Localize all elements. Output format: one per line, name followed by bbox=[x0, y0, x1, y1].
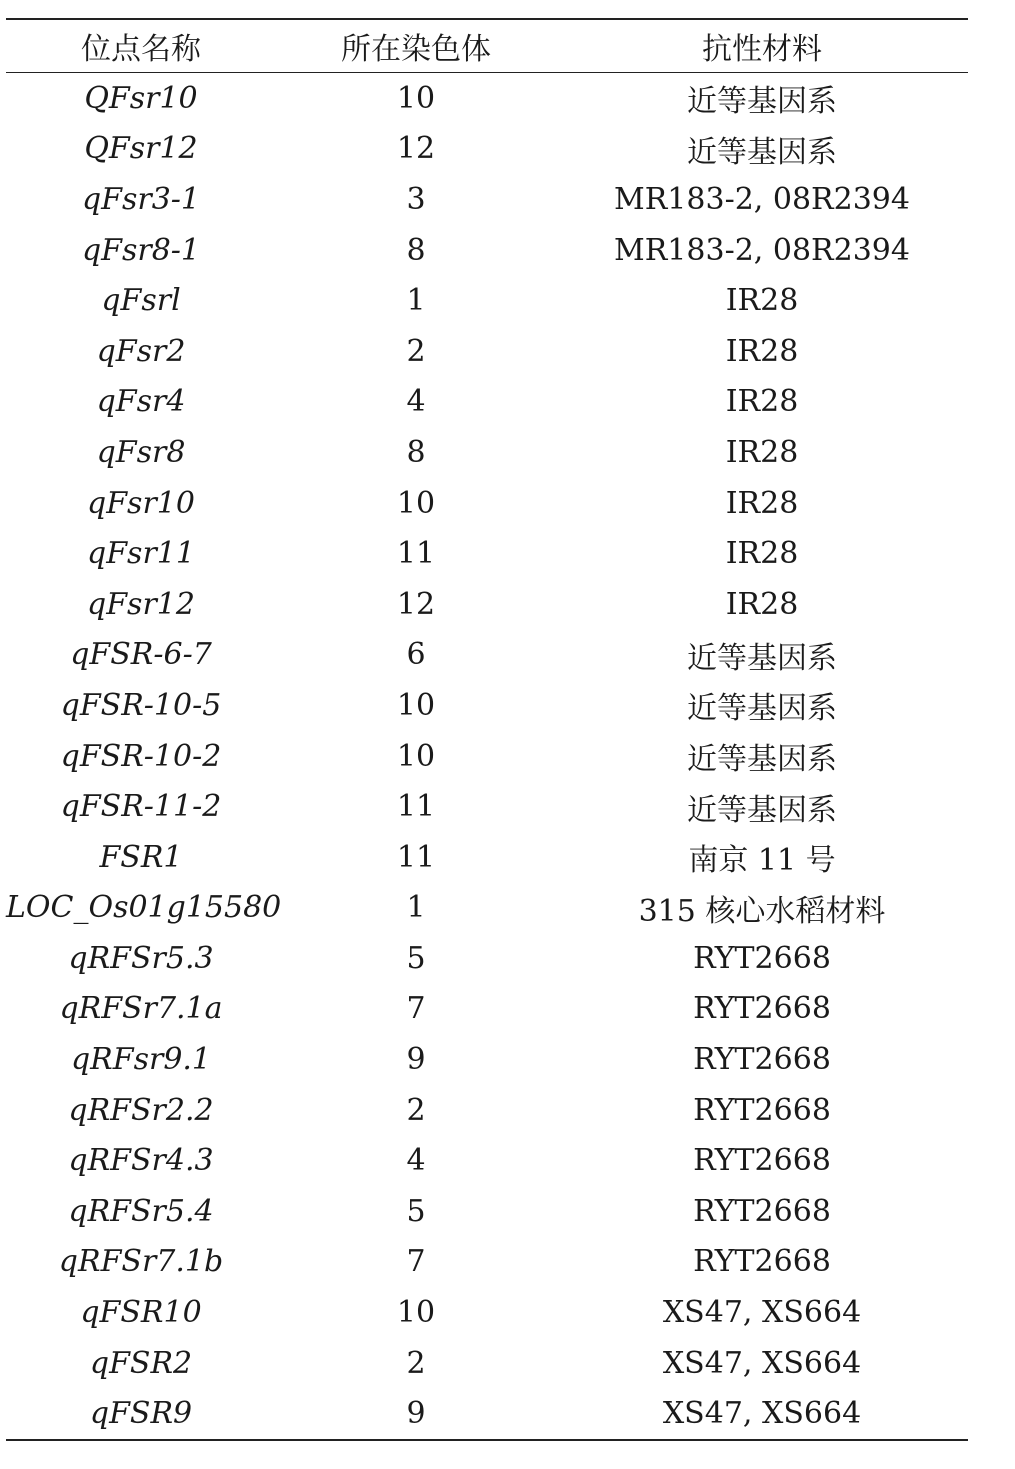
table-row bbox=[6, 427, 968, 478]
table-row bbox=[6, 478, 968, 529]
cell-locus-name: qFsr11 bbox=[87, 536, 195, 572]
header-locus-name: 位点名称 bbox=[6, 20, 276, 73]
table-row bbox=[6, 1135, 968, 1186]
cell-resistant-material: RYT2668 bbox=[693, 1042, 831, 1078]
cell-locus-name: qRFSr2.2 bbox=[68, 1092, 214, 1128]
table-row bbox=[6, 1388, 968, 1439]
cell-locus-name: qRFsr9.1 bbox=[70, 1042, 212, 1078]
cell-chromosome: 1 bbox=[406, 283, 426, 319]
table-row bbox=[6, 1034, 968, 1085]
cell-chromosome: 7 bbox=[406, 1244, 426, 1280]
cell-chromosome: 10 bbox=[396, 738, 436, 774]
cell-chromosome: 10 bbox=[396, 80, 436, 116]
cell-locus-name: qFSR10 bbox=[80, 1295, 202, 1331]
cell-chromosome: 9 bbox=[406, 1396, 426, 1432]
cell-locus-name: qFsrl bbox=[101, 283, 181, 319]
table-row bbox=[6, 1237, 968, 1288]
cell-chromosome: 1 bbox=[406, 890, 426, 926]
cell-resistant-material: 近等基因系 bbox=[687, 84, 837, 120]
cell-resistant-material: XS47, XS664 bbox=[662, 1396, 862, 1432]
cell-locus-name: QFsr10 bbox=[84, 80, 198, 116]
cell-locus-name: QFsr12 bbox=[84, 131, 198, 167]
header-chromosome: 所在染色体 bbox=[276, 20, 556, 73]
cell-chromosome: 5 bbox=[406, 940, 426, 976]
table-row bbox=[6, 984, 968, 1035]
table-row bbox=[6, 225, 968, 276]
cell-resistant-material: 近等基因系 bbox=[687, 134, 837, 170]
cell-resistant-material: MR183-2, 08R2394 bbox=[614, 232, 910, 268]
qtl-table bbox=[6, 18, 968, 1441]
cell-locus-name: qRFSr7.1b bbox=[58, 1244, 224, 1280]
cell-resistant-material: IR28 bbox=[725, 485, 799, 521]
table-body bbox=[6, 73, 968, 1440]
header-row bbox=[6, 20, 968, 73]
cell-locus-name: FSR1 bbox=[99, 839, 183, 875]
cell-resistant-material: IR28 bbox=[725, 586, 799, 622]
cell-locus-name: qRFSr5.4 bbox=[68, 1193, 214, 1229]
table-row bbox=[6, 73, 968, 124]
cell-resistant-material: RYT2668 bbox=[693, 1244, 831, 1280]
cell-locus-name: qFSR2 bbox=[89, 1345, 193, 1381]
cell-chromosome: 5 bbox=[406, 1193, 426, 1229]
table-row bbox=[6, 528, 968, 579]
cell-locus-name: qFsr10 bbox=[87, 485, 195, 521]
table-row bbox=[6, 781, 968, 832]
cell-locus-name: qFSR-10-5 bbox=[60, 687, 222, 723]
cell-chromosome: 2 bbox=[406, 333, 426, 369]
cell-locus-name: qFsr4 bbox=[96, 384, 186, 420]
cell-resistant-material: 近等基因系 bbox=[687, 792, 837, 828]
table-row bbox=[6, 731, 968, 782]
cell-locus-name: qFsr8 bbox=[96, 434, 186, 470]
cell-resistant-material: 南京 11 号 bbox=[688, 843, 836, 879]
cell-chromosome: 8 bbox=[406, 434, 426, 470]
cell-chromosome: 6 bbox=[406, 637, 426, 673]
cell-locus-name: qFSR-6-7 bbox=[70, 637, 212, 673]
table-row bbox=[6, 883, 968, 934]
table-row bbox=[6, 832, 968, 883]
cell-locus-name: qFSR-10-2 bbox=[60, 738, 222, 774]
cell-locus-name: LOC_Os01g15580 bbox=[6, 890, 282, 926]
cell-chromosome: 11 bbox=[396, 536, 436, 572]
cell-chromosome: 9 bbox=[406, 1042, 426, 1078]
cell-locus-name: qRFSr4.3 bbox=[68, 1143, 214, 1179]
cell-chromosome: 10 bbox=[396, 687, 436, 723]
table-row bbox=[6, 680, 968, 731]
table-row bbox=[6, 1287, 968, 1338]
table-row bbox=[6, 1186, 968, 1237]
cell-resistant-material: XS47, XS664 bbox=[662, 1295, 862, 1331]
bottom-rule bbox=[6, 1439, 968, 1441]
table-row bbox=[6, 579, 968, 630]
cell-resistant-material: 近等基因系 bbox=[687, 691, 837, 727]
table-row bbox=[6, 377, 968, 428]
cell-locus-name: qFsr2 bbox=[96, 333, 186, 369]
cell-resistant-material: IR28 bbox=[725, 434, 799, 470]
cell-resistant-material: RYT2668 bbox=[693, 1193, 831, 1229]
cell-chromosome: 4 bbox=[406, 384, 426, 420]
cell-chromosome: 12 bbox=[396, 586, 436, 622]
cell-resistant-material: RYT2668 bbox=[693, 1092, 831, 1128]
table-header bbox=[6, 20, 968, 73]
cell-chromosome: 11 bbox=[396, 789, 436, 825]
table-row bbox=[6, 326, 968, 377]
cell-locus-name: qFsr8-1 bbox=[81, 232, 201, 268]
cell-locus-name: qFsr3-1 bbox=[81, 181, 201, 217]
cell-resistant-material: IR28 bbox=[725, 333, 799, 369]
cell-chromosome: 2 bbox=[406, 1345, 426, 1381]
cell-chromosome: 3 bbox=[406, 181, 426, 217]
cell-locus-name: qFSR9 bbox=[89, 1396, 193, 1432]
table-row bbox=[6, 1338, 968, 1389]
cell-resistant-material: RYT2668 bbox=[693, 940, 831, 976]
table-row bbox=[6, 933, 968, 984]
cell-chromosome: 10 bbox=[396, 1295, 436, 1331]
cell-locus-name: qRFSr7.1a bbox=[59, 991, 223, 1027]
cell-locus-name: qFsr12 bbox=[87, 586, 195, 622]
cell-resistant-material: RYT2668 bbox=[693, 991, 831, 1027]
table-row bbox=[6, 275, 968, 326]
data-table bbox=[6, 20, 968, 1439]
cell-resistant-material: IR28 bbox=[725, 283, 799, 319]
cell-resistant-material: XS47, XS664 bbox=[662, 1345, 862, 1381]
cell-resistant-material: 近等基因系 bbox=[687, 742, 837, 778]
table-row bbox=[6, 124, 968, 175]
cell-resistant-material: 近等基因系 bbox=[687, 640, 837, 676]
cell-chromosome: 7 bbox=[406, 991, 426, 1027]
cell-chromosome: 12 bbox=[396, 131, 436, 167]
header-resistant-material: 抗性材料 bbox=[556, 20, 968, 73]
cell-resistant-material: RYT2668 bbox=[693, 1143, 831, 1179]
cell-resistant-material: IR28 bbox=[725, 536, 799, 572]
cell-chromosome: 11 bbox=[396, 839, 436, 875]
cell-resistant-material: MR183-2, 08R2394 bbox=[614, 181, 910, 217]
table-row bbox=[6, 630, 968, 681]
cell-resistant-material: 315 核心水稻材料 bbox=[638, 893, 886, 929]
cell-chromosome: 4 bbox=[406, 1143, 426, 1179]
cell-chromosome: 8 bbox=[406, 232, 426, 268]
cell-chromosome: 2 bbox=[406, 1092, 426, 1128]
cell-locus-name: qRFSr5.3 bbox=[68, 940, 214, 976]
cell-locus-name: qFSR-11-2 bbox=[60, 789, 222, 825]
table-row bbox=[6, 174, 968, 225]
cell-resistant-material: IR28 bbox=[725, 384, 799, 420]
cell-chromosome: 10 bbox=[396, 485, 436, 521]
table-row bbox=[6, 1085, 968, 1136]
